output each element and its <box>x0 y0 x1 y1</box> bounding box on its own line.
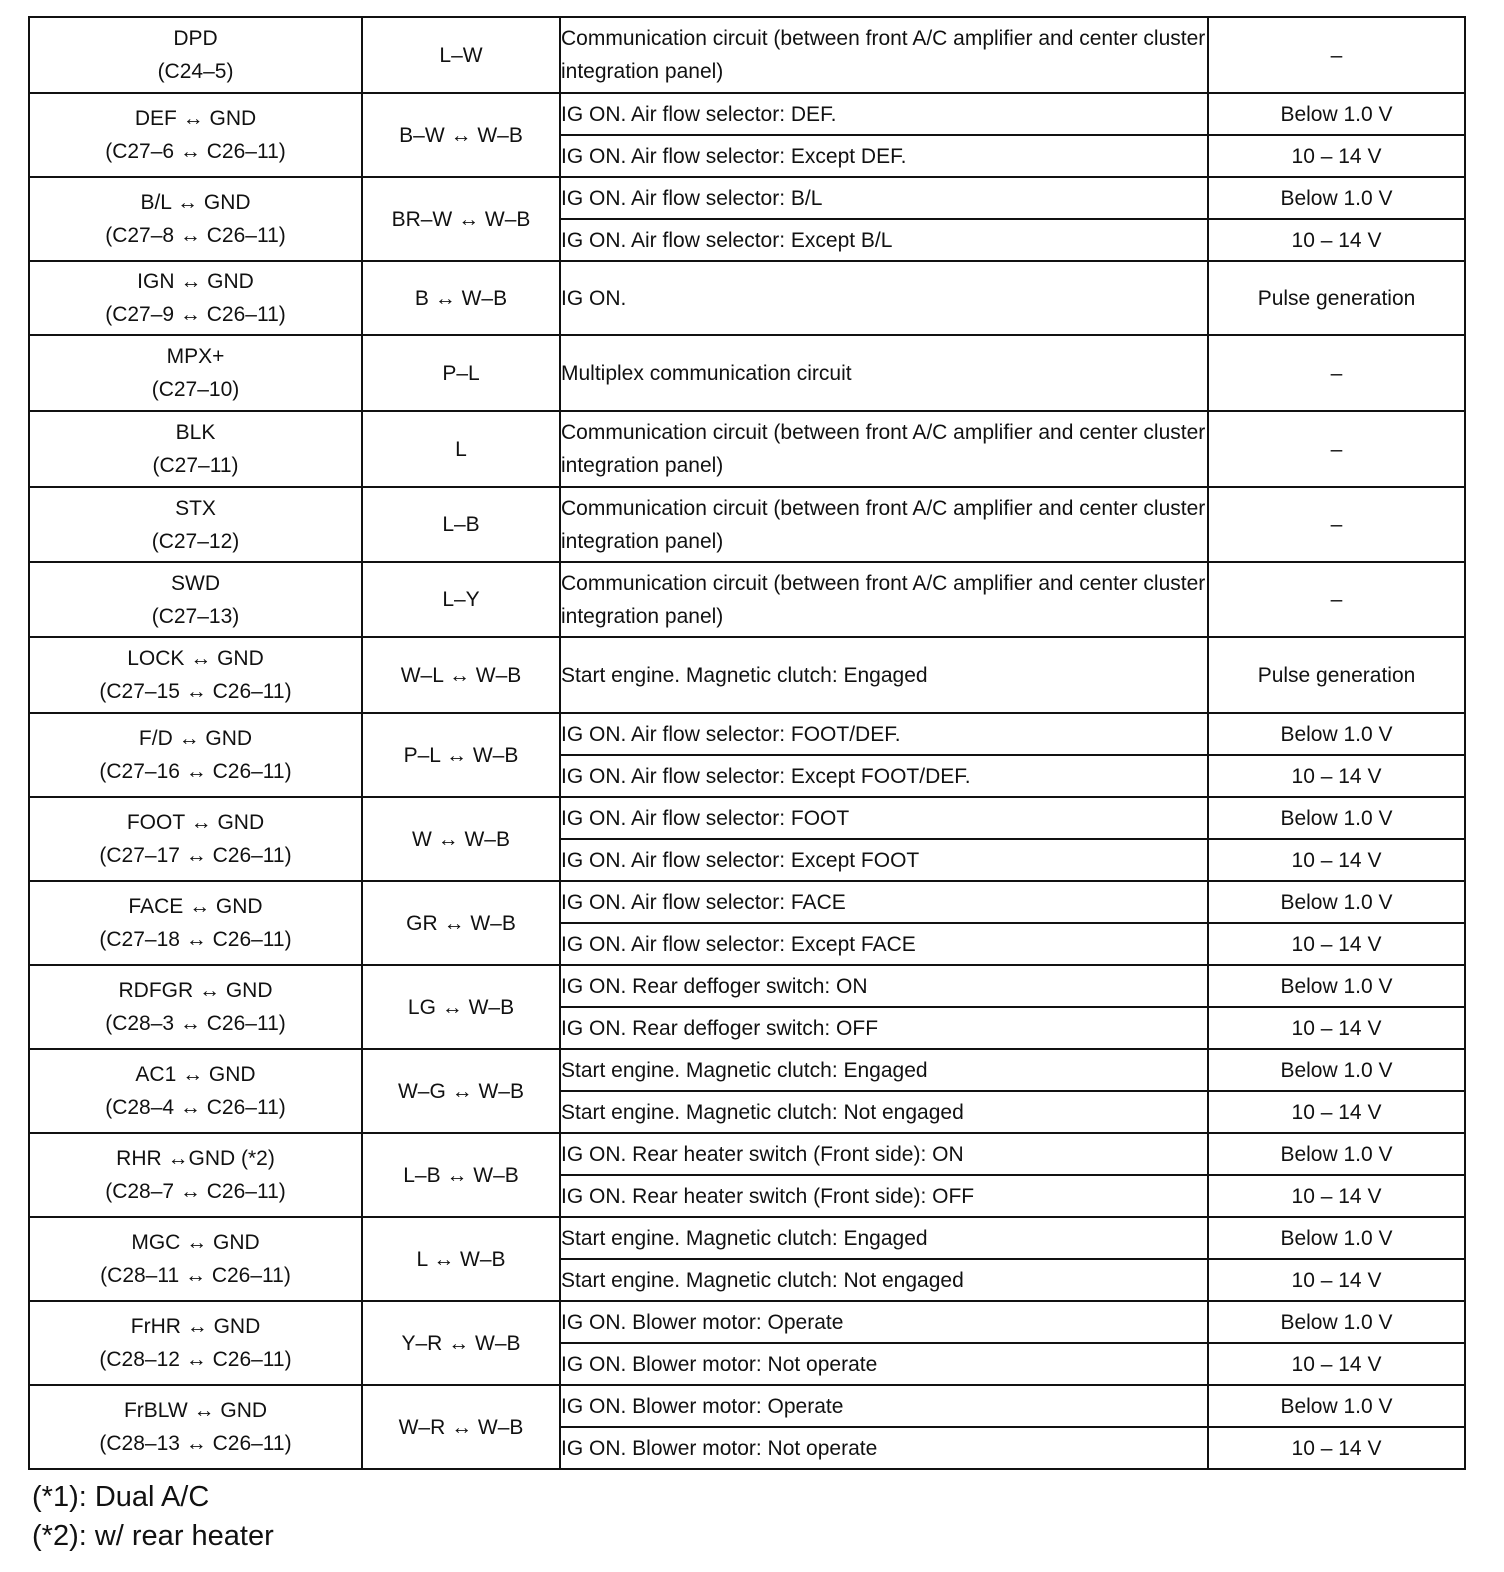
condition-cell: IG ON. Air flow selector: FACE <box>560 881 1208 923</box>
condition-cell: IG ON. Rear deffoger switch: OFF <box>560 1007 1208 1049</box>
table-row <box>29 1217 1465 1259</box>
specified-condition-cell: – <box>1208 562 1465 637</box>
wire-color-cell: L ↔ W–B <box>362 1217 560 1301</box>
terminal-cell <box>29 487 362 562</box>
wire-color-cell: L–B ↔ W–B <box>362 1133 560 1217</box>
specified-condition-cell: Below 1.0 V <box>1208 965 1465 1007</box>
table-row <box>29 1385 1465 1427</box>
condition-cell: Start engine. Magnetic clutch: Engaged <box>560 637 1208 713</box>
terminal-name: DPD <box>173 27 218 50</box>
condition-cell: Start engine. Magnetic clutch: Engaged <box>560 1217 1208 1259</box>
condition-cell: Start engine. Magnetic clutch: Not engaged <box>560 1091 1208 1133</box>
table-row <box>29 713 1465 755</box>
specified-condition-cell: 10 – 14 V <box>1208 1091 1465 1133</box>
terminal-pins: (C27–9 ↔ C26–11) <box>105 303 286 326</box>
specified-condition-cell: 10 – 14 V <box>1208 1427 1465 1469</box>
terminal-name: FrHR ↔ GND <box>130 1315 261 1338</box>
terminal-pins: (C28–7 ↔ C26–11) <box>105 1180 286 1203</box>
table-row <box>29 335 1465 411</box>
terminal-pins: (C27–16 ↔ C26–11) <box>99 760 292 783</box>
wire-color-cell: L–Y <box>362 562 560 637</box>
terminal-cell <box>29 93 362 177</box>
table-row <box>29 17 1465 93</box>
specified-condition-cell: 10 – 14 V <box>1208 135 1465 177</box>
terminal-cell <box>29 177 362 261</box>
terminal-cell <box>29 261 362 335</box>
condition-cell: IG ON. Air flow selector: Except B/L <box>560 219 1208 261</box>
condition-cell: IG ON. Blower motor: Operate <box>560 1385 1208 1427</box>
condition-cell: IG ON. Air flow selector: FOOT <box>560 797 1208 839</box>
specified-condition-cell: 10 – 14 V <box>1208 839 1465 881</box>
terminal-name: STX <box>175 496 216 520</box>
table-row <box>29 637 1465 713</box>
wire-color-cell: P–L ↔ W–B <box>362 713 560 797</box>
wire-color-cell: W ↔ W–B <box>362 797 560 881</box>
terminal-pins: (C27–6 ↔ C26–11) <box>105 140 286 163</box>
terminal-pins: (C24–5) <box>157 60 234 83</box>
specified-condition-cell: Pulse generation <box>1208 261 1465 335</box>
terminal-pins: (C28–12 ↔ C26–11) <box>99 1348 292 1371</box>
table-row <box>29 1301 1465 1343</box>
table-row <box>29 1049 1465 1091</box>
wire-color-cell: W–L ↔ W–B <box>362 637 560 713</box>
specified-condition-cell: Below 1.0 V <box>1208 1385 1465 1427</box>
specified-condition-cell: 10 – 14 V <box>1208 755 1465 797</box>
terminal-name: AC1 ↔ GND <box>135 1063 256 1086</box>
terminal-pins: (C27–18 ↔ C26–11) <box>99 928 292 951</box>
wire-color-cell: L–W <box>362 17 560 93</box>
terminal-name: DEF ↔ GND <box>134 107 257 130</box>
table-row <box>29 411 1465 487</box>
specified-condition-cell: Pulse generation <box>1208 637 1465 713</box>
table-row <box>29 93 1465 135</box>
terminal-name: FOOT ↔ GND <box>126 811 265 834</box>
terminal-cell <box>29 965 362 1049</box>
terminal-pins: (C27–12) <box>151 529 240 553</box>
terminal-name: MGC ↔ GND <box>131 1231 260 1254</box>
footnotes <box>32 1478 274 1556</box>
specified-condition-cell: Below 1.0 V <box>1208 881 1465 923</box>
wire-color-cell: W–R ↔ W–B <box>362 1385 560 1469</box>
specified-condition-cell: 10 – 14 V <box>1208 1007 1465 1049</box>
terminal-name: MPX+ <box>166 345 225 368</box>
terminal-name: SWD <box>171 571 220 595</box>
terminal-name: IGN ↔ GND <box>137 270 254 293</box>
wire-color-cell: B–W ↔ W–B <box>362 93 560 177</box>
condition-cell: Multiplex communication circuit <box>560 335 1208 411</box>
terminal-pins: (C27–13) <box>151 604 240 628</box>
terminal-cell <box>29 1385 362 1469</box>
terminal-pins: (C28–3 ↔ C26–11) <box>105 1012 286 1035</box>
condition-cell: IG ON. Blower motor: Not operate <box>560 1343 1208 1385</box>
table-row <box>29 881 1465 923</box>
specified-condition-cell: Below 1.0 V <box>1208 1217 1465 1259</box>
specified-condition-cell: Below 1.0 V <box>1208 713 1465 755</box>
condition-cell: IG ON. Rear heater switch (Front side): ON <box>560 1133 1208 1175</box>
specified-condition-cell: Below 1.0 V <box>1208 1301 1465 1343</box>
terminal-cell <box>29 562 362 637</box>
specified-condition-cell: – <box>1208 17 1465 93</box>
terminal-pins: (C27–17 ↔ C26–11) <box>99 844 292 867</box>
terminal-pins: (C27–15 ↔ C26–11) <box>99 680 292 703</box>
terminal-spec-table <box>28 16 1466 1470</box>
condition-cell: Communication circuit (between front A/C amplifier and center cluster integration panel) <box>560 487 1208 562</box>
condition-cell: IG ON. Rear heater switch (Front side): OFF <box>560 1175 1208 1217</box>
condition-cell: Start engine. Magnetic clutch: Not engaged <box>560 1259 1208 1301</box>
terminal-cell <box>29 17 362 93</box>
condition-cell: IG ON. Air flow selector: B/L <box>560 177 1208 219</box>
footnote: (*2): w/ rear heater <box>32 1520 274 1552</box>
terminal-cell <box>29 1217 362 1301</box>
wire-color-cell: Y–R ↔ W–B <box>362 1301 560 1385</box>
wire-color-cell: P–L <box>362 335 560 411</box>
condition-cell: IG ON. Air flow selector: FOOT/DEF. <box>560 713 1208 755</box>
terminal-name: RHR ↔GND (*2) <box>116 1147 275 1170</box>
terminal-cell <box>29 1133 362 1217</box>
table-row <box>29 562 1465 637</box>
terminal-cell <box>29 1301 362 1385</box>
table-row <box>29 965 1465 1007</box>
terminal-cell <box>29 713 362 797</box>
wire-color-cell: GR ↔ W–B <box>362 881 560 965</box>
specified-condition-cell: Below 1.0 V <box>1208 1049 1465 1091</box>
terminal-name: FACE ↔ GND <box>128 895 263 918</box>
specified-condition-cell: 10 – 14 V <box>1208 219 1465 261</box>
table-row <box>29 487 1465 562</box>
terminal-name: BLK <box>175 421 216 444</box>
specified-condition-cell: 10 – 14 V <box>1208 1175 1465 1217</box>
terminal-cell <box>29 797 362 881</box>
terminal-pins: (C28–4 ↔ C26–11) <box>105 1096 286 1119</box>
terminal-spec-body <box>29 17 1465 1469</box>
terminal-pins: (C27–10) <box>151 378 240 401</box>
terminal-cell <box>29 335 362 411</box>
wire-color-cell: B ↔ W–B <box>362 261 560 335</box>
terminal-pins: (C28–13 ↔ C26–11) <box>99 1432 292 1455</box>
condition-cell: IG ON. Blower motor: Not operate <box>560 1427 1208 1469</box>
terminal-cell <box>29 881 362 965</box>
terminal-name: RDFGR ↔ GND <box>118 979 273 1002</box>
condition-cell: Communication circuit (between front A/C amplifier and center cluster integration panel) <box>560 562 1208 637</box>
terminal-name: LOCK ↔ GND <box>127 647 264 670</box>
condition-cell: IG ON. <box>560 261 1208 335</box>
terminal-cell <box>29 1049 362 1133</box>
condition-cell: IG ON. Air flow selector: Except FOOT/DEF. <box>560 755 1208 797</box>
condition-cell: IG ON. Rear deffoger switch: ON <box>560 965 1208 1007</box>
table-row <box>29 1133 1465 1175</box>
specified-condition-cell: 10 – 14 V <box>1208 1343 1465 1385</box>
terminal-name: FrBLW ↔ GND <box>123 1399 268 1422</box>
condition-cell: Start engine. Magnetic clutch: Engaged <box>560 1049 1208 1091</box>
wire-color-cell: W–G ↔ W–B <box>362 1049 560 1133</box>
condition-cell: IG ON. Blower motor: Operate <box>560 1301 1208 1343</box>
terminal-pins: (C27–11) <box>152 454 239 477</box>
condition-cell: IG ON. Air flow selector: Except DEF. <box>560 135 1208 177</box>
table-row <box>29 797 1465 839</box>
specified-condition-cell: Below 1.0 V <box>1208 177 1465 219</box>
specified-condition-cell: – <box>1208 335 1465 411</box>
wire-color-cell: LG ↔ W–B <box>362 965 560 1049</box>
terminal-name: F/D ↔ GND <box>138 727 253 750</box>
condition-cell: Communication circuit (between front A/C amplifier and center cluster integration panel) <box>560 17 1208 93</box>
specified-condition-cell: 10 – 14 V <box>1208 923 1465 965</box>
wire-color-cell: BR–W ↔ W–B <box>362 177 560 261</box>
terminal-pins: (C27–8 ↔ C26–11) <box>105 224 286 247</box>
condition-cell: IG ON. Air flow selector: DEF. <box>560 93 1208 135</box>
table-row <box>29 261 1465 335</box>
specified-condition-cell: – <box>1208 487 1465 562</box>
condition-cell: Communication circuit (between front A/C amplifier and center cluster integration panel) <box>560 411 1208 487</box>
terminal-name: B/L ↔ GND <box>140 191 251 214</box>
specified-condition-cell: Below 1.0 V <box>1208 1133 1465 1175</box>
wire-color-cell: L <box>362 411 560 487</box>
condition-cell: IG ON. Air flow selector: Except FOOT <box>560 839 1208 881</box>
wire-color-cell: L–B <box>362 487 560 562</box>
specified-condition-cell: 10 – 14 V <box>1208 1259 1465 1301</box>
footnote: (*1): Dual A/C <box>32 1481 210 1513</box>
terminal-cell <box>29 411 362 487</box>
table-row <box>29 177 1465 219</box>
terminal-pins: (C28–11 ↔ C26–11) <box>100 1264 291 1287</box>
terminal-cell <box>29 637 362 713</box>
specified-condition-cell: Below 1.0 V <box>1208 93 1465 135</box>
specified-condition-cell: Below 1.0 V <box>1208 797 1465 839</box>
condition-cell: IG ON. Air flow selector: Except FACE <box>560 923 1208 965</box>
specified-condition-cell: – <box>1208 411 1465 487</box>
